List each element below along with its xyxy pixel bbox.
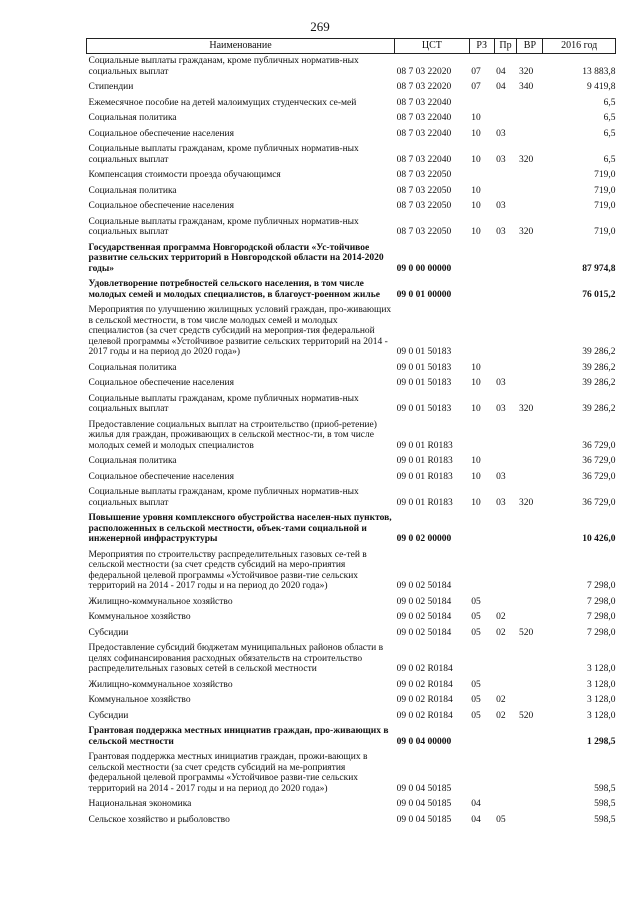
row-amount: 36 729,0 (582, 440, 616, 451)
row-pr (494, 678, 517, 694)
row-amount: 7 298,0 (587, 627, 616, 638)
row-name: Коммунальное хозяйство (88, 695, 191, 705)
row-amount: 13 883,8 (582, 66, 616, 77)
row-name: Государственная программа Новгородской области «Ус-тойчивое развитие сельских территорий в Новгородской области на 2014-2020 годы» (88, 242, 384, 274)
row-vr (517, 511, 543, 548)
row-vr (517, 199, 543, 215)
row-rz: 10 (471, 404, 481, 414)
row-pr (494, 361, 517, 377)
table-row (87, 626, 616, 642)
row-cst: 09 0 01 R0183 (396, 456, 453, 466)
header-vr: ВР (517, 39, 543, 54)
row-vr: 320 (518, 497, 534, 508)
row-cst: 09 0 04 50185 (396, 783, 452, 794)
row-amount: 3 128,0 (587, 710, 616, 721)
table-row (87, 641, 616, 678)
row-amount: 36 729,0 (582, 456, 616, 466)
row-rz: 10 (471, 378, 481, 388)
row-name: Стипендии (88, 82, 134, 92)
row-name: Социальные выплаты гражданам, кроме публичных норматив-ных социальных выплат (88, 144, 359, 165)
row-pr: 04 (496, 82, 506, 92)
table-row (87, 548, 616, 595)
table-row (87, 54, 616, 81)
row-vr (517, 724, 543, 750)
row-name: Мероприятия по строительству распределительных газовых се-тей в сельской местности (за счет средств субсидий на меро-приятия федеральной целевой программы «Устойчивое разви-тие сельских территорий на 2014 - 2017 годы и на период до 2020 года») (88, 549, 367, 591)
row-rz: 10 (471, 471, 481, 482)
row-vr (517, 127, 543, 143)
row-rz (469, 548, 494, 595)
row-name: Грантовая поддержка местных инициатив граждан, про-живающих в сельской местности (88, 726, 389, 747)
table-row (87, 277, 616, 303)
row-amount: 719,0 (594, 170, 616, 180)
table-row (87, 303, 616, 361)
table-row (87, 184, 616, 200)
row-vr (517, 813, 543, 829)
row-name: Предоставление субсидий бюджетам муниципальных районов области в целях софинансирования расходных обязательств на строительство распределительных газовых сетей в сельской местности (88, 643, 384, 674)
row-cst: 08 7 03 22020 (396, 82, 452, 92)
row-pr: 04 (496, 66, 506, 77)
row-pr: 03 (496, 404, 506, 414)
row-name: Социальные выплаты гражданам, кроме публичных норматив-ных социальных выплат (88, 216, 359, 237)
row-vr: 320 (518, 404, 534, 414)
row-vr (517, 693, 543, 709)
row-pr (494, 96, 517, 112)
row-amount: 9 419,8 (587, 82, 616, 92)
row-amount: 76 015,2 (582, 289, 616, 300)
row-cst: 09 0 02 00000 (396, 534, 452, 544)
table-row (87, 241, 616, 278)
row-amount: 3 128,0 (587, 664, 616, 674)
row-amount: 6,5 (603, 128, 616, 139)
row-amount: 39 286,2 (582, 378, 616, 388)
table-row (87, 454, 616, 470)
row-pr: 02 (496, 710, 506, 721)
row-name: Социальная политика (88, 185, 177, 196)
row-cst: 09 0 01 50183 (396, 347, 452, 357)
row-rz: 10 (471, 362, 481, 373)
row-vr (517, 361, 543, 377)
table-row (87, 610, 616, 626)
row-amount: 87 974,8 (582, 263, 616, 274)
row-vr (517, 641, 543, 678)
row-rz (469, 241, 494, 278)
row-vr (517, 750, 543, 797)
table-row (87, 724, 616, 750)
row-name: Субсидии (88, 710, 129, 721)
row-amount: 6,5 (603, 97, 616, 108)
row-amount: 6,5 (603, 113, 616, 123)
row-vr (517, 470, 543, 486)
row-name: Национальная экономика (88, 799, 192, 809)
row-rz (469, 750, 494, 797)
row-rz: 10 (471, 456, 481, 466)
row-rz: 05 (471, 627, 481, 638)
row-rz (469, 277, 494, 303)
row-cst: 09 0 02 50184 (396, 581, 452, 591)
row-rz: 10 (471, 128, 481, 139)
row-amount: 10 426,0 (582, 534, 616, 544)
table-row (87, 693, 616, 709)
row-rz (469, 96, 494, 112)
row-name: Социальная политика (88, 113, 177, 123)
row-cst: 09 0 04 50185 (396, 814, 452, 825)
row-name: Коммунальное хозяйство (88, 612, 191, 622)
row-cst: 09 0 02 50184 (396, 596, 452, 607)
row-vr: 340 (518, 82, 534, 92)
row-name: Социальная политика (88, 456, 177, 466)
row-cst: 09 0 02 R0184 (396, 664, 453, 674)
row-cst: 09 0 02 R0184 (396, 679, 453, 690)
row-name: Жилищно-коммунальное хозяйство (88, 596, 233, 607)
row-rz: 04 (471, 799, 481, 809)
table-row (87, 392, 616, 418)
row-cst: 09 0 04 00000 (396, 736, 452, 747)
row-pr (494, 277, 517, 303)
row-rz: 05 (471, 695, 481, 705)
row-vr: 320 (518, 227, 534, 237)
row-amount: 3 128,0 (587, 695, 616, 705)
row-rz: 05 (471, 679, 481, 690)
row-amount: 7 298,0 (587, 581, 616, 591)
row-amount: 1 298,5 (587, 736, 616, 747)
row-cst: 09 0 01 50183 (396, 362, 452, 373)
row-vr (517, 454, 543, 470)
row-name: Сельское хозяйство и рыболовство (88, 814, 230, 825)
row-name: Социальная политика (88, 362, 177, 373)
row-cst: 08 7 03 22020 (396, 66, 452, 77)
row-name: Жилищно-коммунальное хозяйство (88, 679, 233, 690)
row-vr (517, 111, 543, 127)
row-name: Повышение уровня комплексного обустройства населен-ных пунктов, расположенных в сельской местности, объек-тами социальной и инженерной инфраструктуры (88, 513, 392, 544)
table-row (87, 376, 616, 392)
header-pr: Пр (494, 39, 517, 54)
row-amount: 598,5 (594, 799, 616, 809)
row-amount: 719,0 (594, 185, 616, 196)
table-row (87, 709, 616, 725)
row-name: Удовлетворение потребностей сельского населения, в том числе молодых семей и молодых специалистов, в благоуст-роенном жилье (88, 279, 380, 300)
budget-table (86, 38, 616, 828)
row-pr: 03 (496, 201, 506, 211)
row-amount: 36 729,0 (582, 471, 616, 482)
row-vr (517, 595, 543, 611)
row-pr (494, 418, 517, 455)
table-row (87, 142, 616, 168)
table-row (87, 470, 616, 486)
row-cst: 09 0 01 R0183 (396, 471, 453, 482)
row-name: Субсидии (88, 627, 129, 638)
row-name: Социальное обеспечение населения (88, 378, 234, 388)
row-pr: 03 (496, 227, 506, 237)
row-rz (469, 511, 494, 548)
row-vr (517, 610, 543, 626)
table-row (87, 80, 616, 96)
row-amount: 7 298,0 (587, 612, 616, 622)
row-amount: 719,0 (594, 201, 616, 211)
row-vr (517, 241, 543, 278)
header-rz: РЗ (469, 39, 494, 54)
row-vr (517, 548, 543, 595)
row-pr (494, 641, 517, 678)
row-rz: 04 (471, 814, 481, 825)
row-amount: 7 298,0 (587, 596, 616, 607)
row-vr: 520 (518, 627, 534, 638)
row-vr: 320 (518, 66, 534, 77)
row-pr (494, 168, 517, 184)
row-cst: 09 0 02 R0184 (396, 695, 453, 705)
row-vr (517, 277, 543, 303)
row-vr (517, 96, 543, 112)
row-vr: 320 (518, 154, 534, 165)
row-cst: 08 7 03 22040 (396, 113, 452, 123)
row-pr (494, 111, 517, 127)
row-name: Социальные выплаты гражданам, кроме публичных норматив-ных социальных выплат (88, 487, 359, 508)
row-amount: 598,5 (594, 814, 616, 825)
row-cst: 09 0 01 50183 (396, 404, 452, 414)
table-row (87, 485, 616, 511)
row-cst: 09 0 04 50185 (396, 799, 452, 809)
row-vr (517, 418, 543, 455)
row-cst: 09 0 01 R0183 (396, 497, 453, 508)
row-pr (494, 184, 517, 200)
row-pr: 03 (496, 154, 506, 165)
table-row (87, 168, 616, 184)
header-name: Наименование (87, 39, 395, 54)
row-cst: 09 0 01 00000 (396, 289, 452, 300)
row-rz: 07 (471, 82, 481, 92)
row-rz (469, 641, 494, 678)
row-cst: 08 7 03 22050 (396, 170, 452, 180)
row-vr: 520 (518, 710, 534, 721)
table-row (87, 678, 616, 694)
row-cst: 08 7 03 22040 (396, 154, 452, 165)
row-name: Мероприятия по улучшению жилищных условий граждан, про-живающих в сельской местности, в том числе молодых семей и молодых специалистов (за счет средств субсидий на мероприя-тия федеральной целевой программы «Устойчивое развитие сельских территорий на 2014 - 2017 годы и на период до 2020 года») (88, 305, 392, 357)
table-row (87, 813, 616, 829)
row-pr (494, 724, 517, 750)
row-pr (494, 548, 517, 595)
row-amount: 3 128,0 (587, 679, 616, 690)
row-rz: 05 (471, 596, 481, 607)
row-rz (469, 418, 494, 455)
row-pr: 03 (496, 497, 506, 508)
row-pr (494, 511, 517, 548)
row-vr (517, 376, 543, 392)
row-pr: 02 (496, 612, 506, 622)
table-row (87, 595, 616, 611)
row-amount: 598,5 (594, 783, 616, 794)
row-cst: 08 7 03 22040 (396, 128, 452, 139)
row-cst: 08 7 03 22040 (396, 97, 452, 108)
row-cst: 09 0 02 50184 (396, 627, 452, 638)
row-amount: 39 286,2 (582, 404, 616, 414)
row-pr (494, 750, 517, 797)
row-pr: 02 (496, 627, 506, 638)
row-pr: 03 (496, 128, 506, 139)
row-rz: 10 (471, 201, 481, 211)
row-cst: 09 0 01 R0183 (396, 440, 453, 451)
row-cst: 09 0 02 R0184 (396, 710, 453, 721)
row-name: Грантовая поддержка местных инициатив граждан, прожи-вающих в сельской местности (за счет средств субсидий на ме-роприятия федеральной целевой программы «Устойчивое разви-тие сельских территорий на 2014 - 2017 годы и на период до 2020 года») (88, 752, 368, 794)
row-pr (494, 241, 517, 278)
header-cst: ЦСТ (395, 39, 470, 54)
row-rz (469, 168, 494, 184)
row-vr (517, 678, 543, 694)
table-row (87, 418, 616, 455)
header-amount: 2016 год (543, 39, 616, 54)
row-rz: 10 (471, 497, 481, 508)
row-name: Ежемесячное пособие на детей малоимущих студенческих се-мей (88, 97, 357, 108)
row-pr (494, 797, 517, 813)
table-row (87, 96, 616, 112)
row-name: Социальное обеспечение населения (88, 128, 234, 139)
row-rz: 07 (471, 66, 481, 77)
row-cst: 09 0 02 50184 (396, 612, 452, 622)
row-amount: 39 286,2 (582, 347, 616, 357)
row-vr (517, 168, 543, 184)
row-vr (517, 184, 543, 200)
row-vr (517, 797, 543, 813)
row-rz (469, 724, 494, 750)
table-row (87, 797, 616, 813)
row-name: Компенсация стоимости проезда обучающимся (88, 170, 281, 180)
row-pr: 02 (496, 695, 506, 705)
row-amount: 6,5 (603, 154, 616, 165)
row-name: Социальное обеспечение населения (88, 471, 234, 482)
table-body (87, 54, 616, 829)
table-row (87, 111, 616, 127)
table-row (87, 215, 616, 241)
row-pr (494, 303, 517, 361)
row-rz: 10 (471, 154, 481, 165)
row-cst: 09 0 00 00000 (396, 263, 452, 274)
row-cst: 08 7 03 22050 (396, 201, 452, 211)
row-cst: 08 7 03 22050 (396, 227, 452, 237)
page-number: 269 (310, 19, 330, 34)
row-rz: 05 (471, 612, 481, 622)
row-pr (494, 595, 517, 611)
row-amount: 36 729,0 (582, 497, 616, 508)
row-rz: 10 (471, 227, 481, 237)
row-rz: 05 (471, 710, 481, 721)
row-cst: 08 7 03 22050 (396, 185, 452, 196)
row-cst: 09 0 01 50183 (396, 378, 452, 388)
row-amount: 719,0 (594, 227, 616, 237)
table-row (87, 127, 616, 143)
row-amount: 39 286,2 (582, 362, 616, 373)
row-rz (469, 303, 494, 361)
table-row (87, 511, 616, 548)
row-rz: 10 (471, 185, 481, 196)
row-pr (494, 454, 517, 470)
table-row (87, 750, 616, 797)
row-name: Предоставление социальных выплат на строительство (приоб-ретение) жилья для граждан, проживающих в сельской местнос-ти, в том числе молодых семей и молодых специалистов (88, 419, 377, 451)
row-name: Социальное обеспечение населения (88, 201, 234, 211)
row-name: Социальные выплаты гражданам, кроме публичных норматив-ных социальных выплат (88, 393, 359, 414)
row-rz: 10 (471, 113, 481, 123)
row-pr: 03 (496, 378, 506, 388)
table-header (87, 39, 616, 54)
table-row (87, 199, 616, 215)
row-vr (517, 303, 543, 361)
table-row (87, 361, 616, 377)
row-name: Социальные выплаты гражданам, кроме публичных норматив-ных социальных выплат (88, 56, 359, 77)
row-pr: 03 (496, 471, 506, 482)
row-pr: 05 (496, 814, 506, 825)
